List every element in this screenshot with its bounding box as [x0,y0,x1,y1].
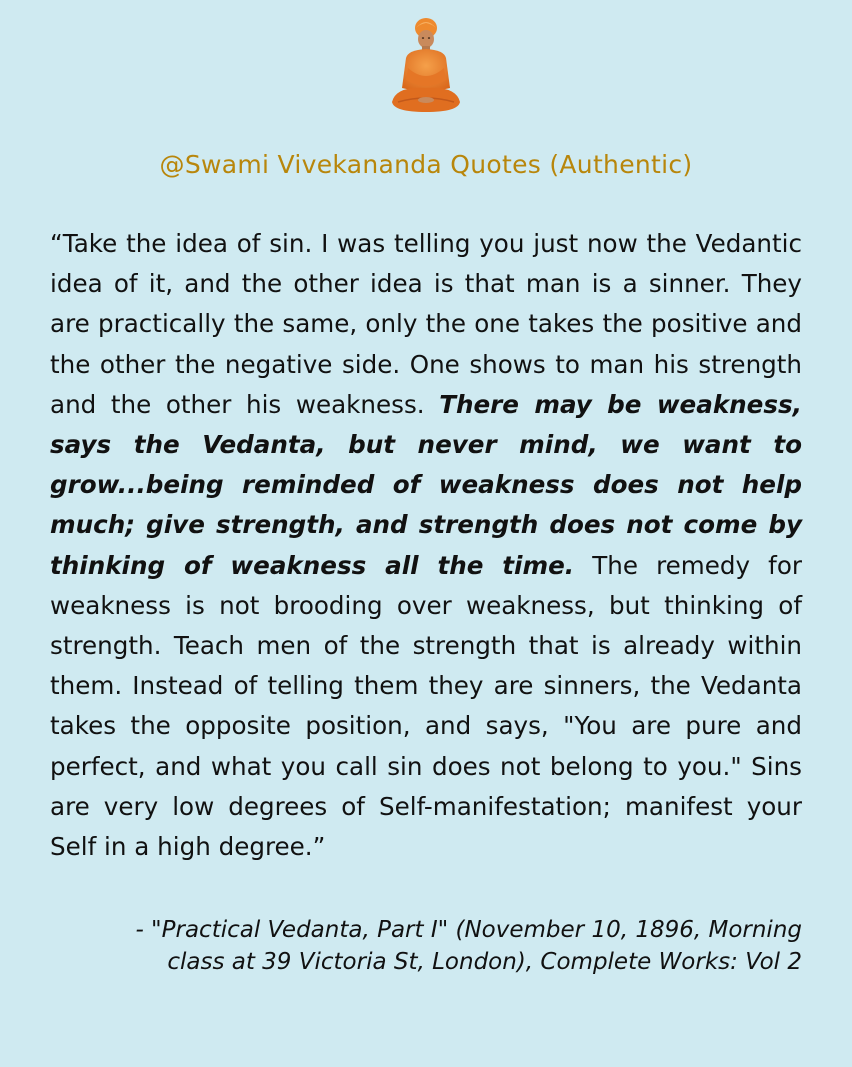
channel-handle: @Swami Vivekananda Quotes (Authentic) [159,150,693,179]
quote-emphasis: There may be weakness, says the Vedanta, but never mind, we want to grow...being reminded of weakness does not help much; give strength, and strength does not come by thinking of weakness all the time. [50,389,802,580]
quote-part-2: The remedy for weakness is not brooding over weakness, but thinking of strength. Teach men of the strength that is already within them. Instead of telling them they are sinners, the Vedanta takes the opposite position, and says, "You are pure and perfect, and what you call sin does not belong to you." Sins are very low degrees of Self-manifestation; manifest your Self in a high degree. [50,550,802,862]
quote-close-mark: ” [312,832,326,862]
quote-text [50,224,802,867]
citation-line-1: - "Practical Vedanta, Part I" (November 10, 1896, Morning [135,917,802,943]
citation [50,914,802,978]
quote-part-1: Take the idea of sin. I was telling you just now the Vedantic idea of it, and the other idea is that man is a sinner. They are practically the same, only the one takes the positive and the other the negative side. One shows to man his strength and the other his weakness. [50,229,802,419]
seated-monk-portrait-icon [388,14,464,116]
citation-line-2: class at 39 Victoria St, London), Complete Works: Vol 2 [167,949,802,975]
quote-open-mark: “ [50,229,63,258]
